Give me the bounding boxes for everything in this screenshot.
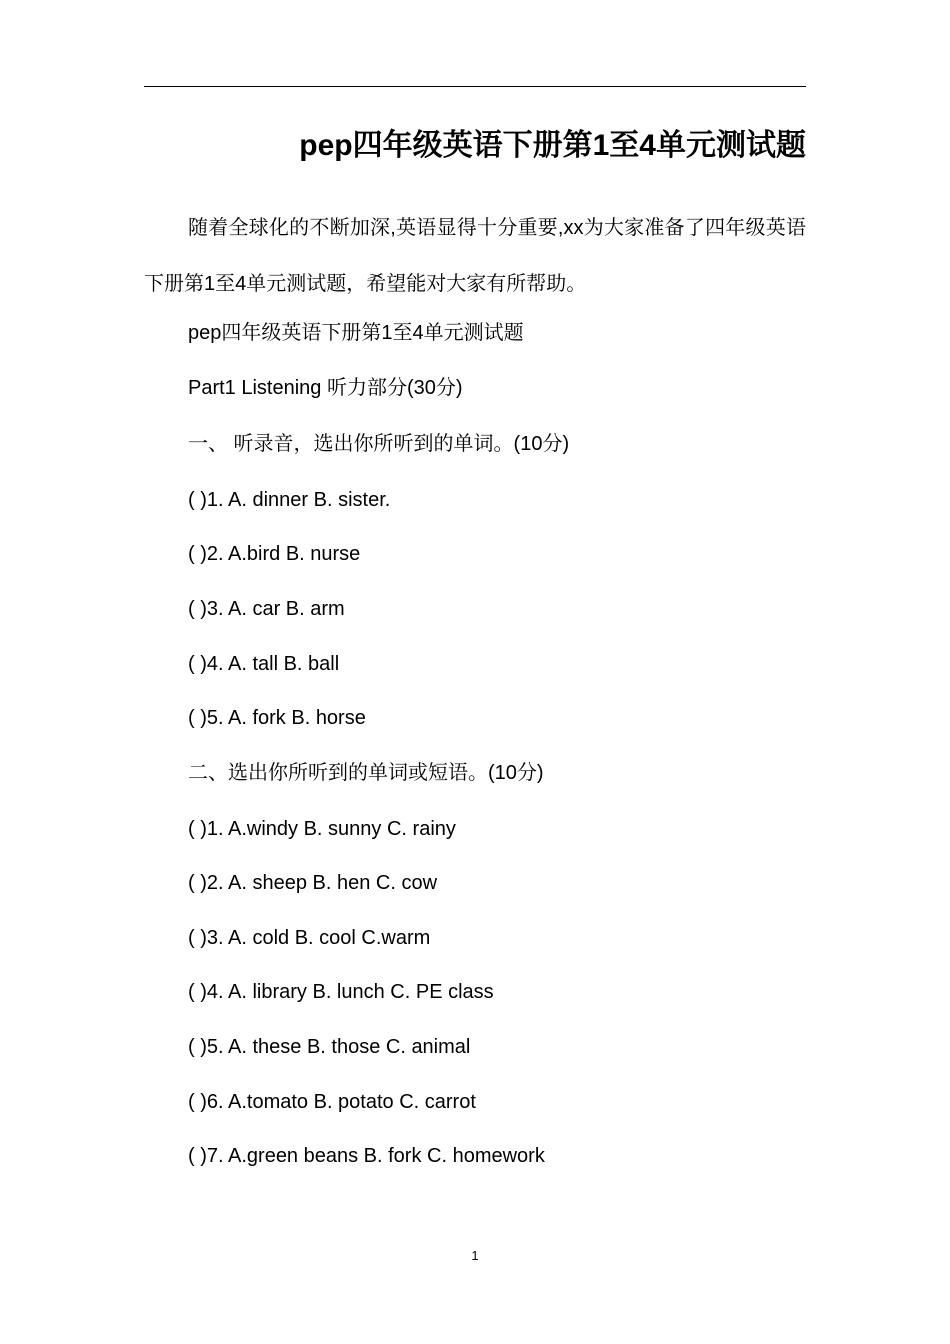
question-item: ( )7. A.green beans B. fork C. homework bbox=[188, 1145, 545, 1167]
question-item: ( )3. A. car B. arm bbox=[188, 598, 345, 620]
part1-heading: Part1 Listening 听力部分(30分) bbox=[188, 377, 463, 399]
question-item: ( )5. A. fork B. horse bbox=[188, 707, 366, 729]
question-item: ( )2. A.bird B. nurse bbox=[188, 543, 361, 565]
question-item: ( )1. A. dinner B. sister. bbox=[188, 489, 391, 511]
question-item: ( )3. A. cold B. cool C.warm bbox=[188, 927, 431, 949]
section2-heading: 二、选出你所听到的单词或短语。(10分) bbox=[188, 762, 544, 784]
question-item: ( )4. A. library B. lunch C. PE class bbox=[188, 981, 494, 1003]
question-item: ( )1. A.windy B. sunny C. rainy bbox=[188, 818, 456, 840]
intro-paragraph: 随着全球化的不断加深,英语显得十分重要,xx为大家准备了四年级英语下册第1至4单元测试题，希望能对大家有所帮助。 bbox=[144, 217, 806, 295]
question-item: ( )2. A. sheep B. hen C. cow bbox=[188, 872, 438, 894]
question-item: ( )5. A. these B. those C. animal bbox=[188, 1036, 471, 1058]
page-number: 1 bbox=[471, 1248, 479, 1263]
question-item: ( )6. A.tomato B. potato C. carrot bbox=[188, 1091, 476, 1113]
question-item: ( )4. A. tall B. ball bbox=[188, 653, 340, 675]
subtitle: pep四年级英语下册第1至4单元测试题 bbox=[188, 322, 524, 344]
section1-heading: 一、 听录音，选出你所听到的单词。(10分) bbox=[188, 433, 570, 455]
header-rule bbox=[144, 86, 806, 87]
document-title: pep四年级英语下册第1至4单元测试题 bbox=[299, 129, 806, 162]
